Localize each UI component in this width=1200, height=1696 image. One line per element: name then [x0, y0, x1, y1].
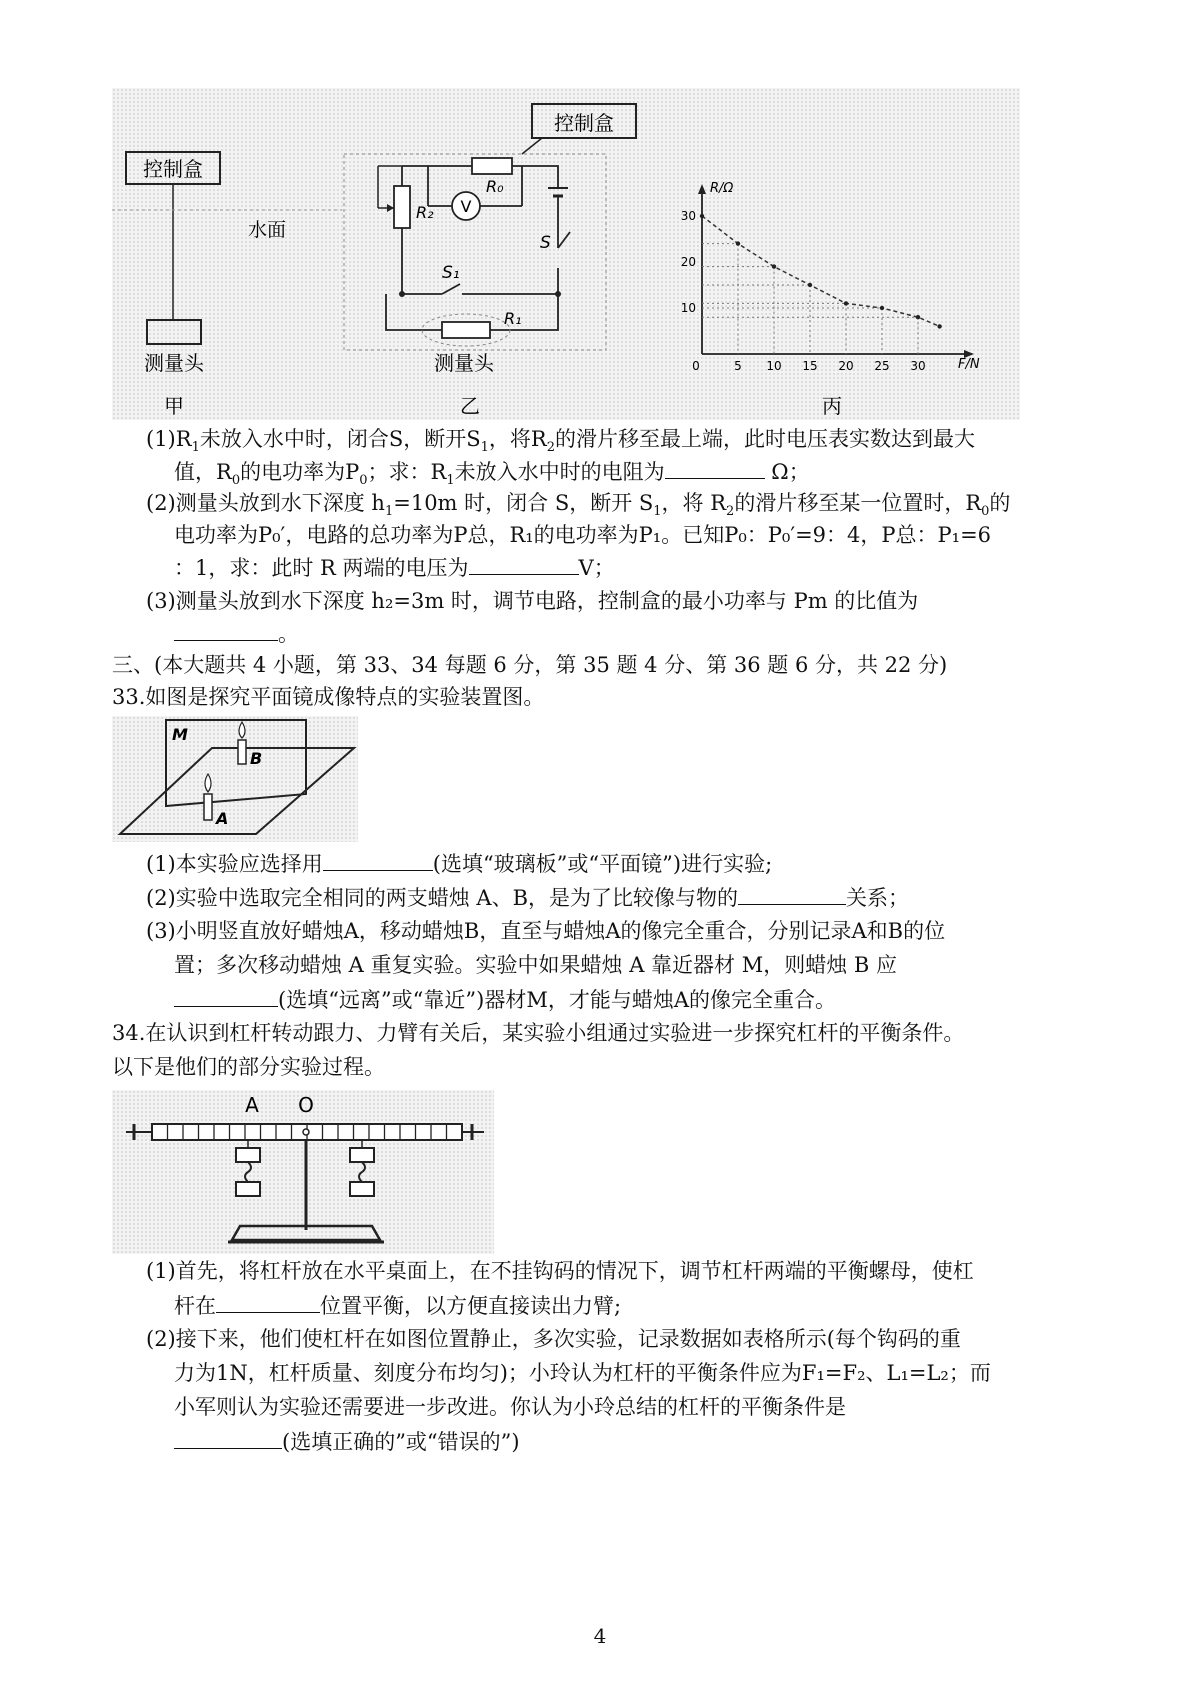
data-point — [916, 315, 920, 319]
q33-stem: 33.如图是探究平面镜成像特点的实验装置图。 — [112, 685, 545, 709]
r2-label: R₂ — [416, 203, 434, 222]
q33-part2: (2)实验中选取完全相同的两支蜡烛 A、B，是为了比较像与物的 关系； — [146, 882, 909, 913]
candle-a — [204, 794, 212, 820]
dashed-enclosure — [344, 154, 606, 350]
pivot-o — [303, 1129, 309, 1135]
q33-part3-line2: 置；多次移动蜡烛 A 重复实验。实验中如果蜡烛 A 靠近器材 M，则蜡烛 B 应 — [174, 953, 897, 977]
page-number: 4 — [593, 1624, 607, 1648]
data-point — [772, 264, 776, 268]
probe-left-label: 测量头 — [144, 351, 204, 375]
candle-b — [238, 740, 246, 764]
section-3-heading: 三、(本大题共 4 小题，第 33、34 每题 6 分，第 35 题 4 分、第 36 题 6 分，共 22 分) — [112, 653, 948, 677]
data-point — [880, 306, 884, 310]
y-tick-label: 20 — [680, 255, 696, 269]
y-tick-label: 10 — [680, 301, 696, 315]
rheostat-r2 — [394, 186, 410, 228]
answer-blank-3[interactable] — [174, 618, 278, 641]
hook-weights-right — [350, 1140, 374, 1196]
label-yi: 乙 — [460, 394, 480, 418]
x-tick-label: 5 — [734, 359, 742, 373]
flame-b — [239, 722, 245, 738]
r0-label: R₀ — [486, 177, 504, 196]
q34-part2-line2: 力为1N，杠杆质量、刻度分布均匀)；小玲认为杠杆的平衡条件应为F₁=F₂、L₁=L₂；而 — [174, 1361, 991, 1385]
q33-part1: (1)本实验应选择用 (选填“玻璃板”或“平面镜”)进行实验; — [146, 848, 772, 879]
r-f-graph — [681, 181, 980, 418]
q34-part1-line2: 杆在 位置平衡，以方便直接读出力臂; — [174, 1290, 621, 1321]
label-bing: 丙 — [822, 394, 842, 418]
answer-blank-7[interactable] — [216, 1290, 320, 1313]
data-point — [844, 301, 848, 305]
x-tick-label: 20 — [838, 359, 854, 373]
r1-label: R₁ — [504, 309, 522, 328]
switch-s1 — [442, 284, 460, 294]
y-tick-label: 30 — [680, 209, 696, 223]
label-a: A — [245, 1093, 259, 1117]
label-m: M — [172, 725, 188, 744]
data-point — [736, 241, 740, 245]
figure-circuit — [112, 88, 1020, 420]
x-axis-label: F/N — [958, 357, 980, 372]
figure-circuit-drawing — [112, 88, 1020, 420]
x-tick-label: 0 — [692, 359, 700, 373]
resistor-r1 — [442, 322, 490, 338]
q32-part2-line1: (2)测量头放到水下深度 $h_1=10m$ 时，闭合 S，断开 $S_1$，将 $R_2$的滑片移至某一位置时，$R_0$的 — [146, 491, 1011, 520]
y-axis-label: R/Ω — [710, 181, 734, 196]
q33-part3-line3: (选填“远离”或“靠近”)器材M，才能与蜡烛A的像完全重合。 — [174, 984, 836, 1015]
x-tick-label: 25 — [874, 359, 890, 373]
q34-part1-line1: (1)首先，将杠杆放在水平桌面上，在不挂钩码的情况下，调节杠杆两端的平衡螺母，使杠 — [146, 1259, 974, 1283]
q34-part2-line3: 小军则认为实验还需要进一步改进。你认为小玲总结的杠杆的平衡条件是 — [174, 1395, 846, 1419]
table-plane — [120, 748, 354, 834]
answer-blank-8[interactable] — [174, 1426, 282, 1449]
q32-part3-line1: (3)测量头放到水下深度 h₂=3m 时，调节电路，控制盒的最小功率与 Pm 的比值为 — [146, 589, 919, 613]
q32-part2-line3: ：1，求：此时 R 两端的电压为 V； — [174, 552, 615, 583]
data-point — [700, 214, 704, 218]
x-tick-label: 10 — [766, 359, 782, 373]
flame-a — [205, 774, 211, 792]
hook-weights-left — [236, 1140, 260, 1196]
q32-part3-line2: 。 — [174, 618, 299, 649]
x-tick-label: 30 — [910, 359, 926, 373]
control-box-left-label: 控制盒 — [143, 157, 203, 181]
resistor-r0 — [472, 158, 512, 174]
s-label: S — [540, 233, 551, 253]
q32-part1-line2: 值，$R_0$的电功率为$P_0$；求：$R_1$未放入水中时的电阻为 Ω； — [174, 456, 810, 496]
q32-part2-line2: 电功率为P₀′，电路的总功率为P总，R₁的电功率为P₁。已知P₀：P₀′=9：4，P总：P₁=6 — [174, 523, 992, 547]
probe-mid-label: 测量头 — [434, 351, 494, 375]
q33-part3-line1: (3)小明竖直放好蜡烛A，移动蜡烛B，直至与蜡烛A的像完全重合，分别记录A和B的位 — [146, 919, 946, 943]
answer-blank-4[interactable] — [323, 848, 433, 871]
switch-s — [558, 232, 570, 248]
figure-mirror — [112, 716, 358, 842]
q32-part1-line1: $(1)R_1$未放入水中时，闭合S，断开$S_1$，将$R_2$的滑片移至最上端，此时电压表实数达到最大 — [146, 427, 975, 456]
label-b: B — [250, 749, 263, 768]
answer-blank-6[interactable] — [174, 984, 278, 1007]
s1-label: S₁ — [442, 263, 460, 283]
answer-blank-1[interactable] — [665, 456, 765, 479]
probe-left — [147, 320, 201, 344]
control-box-right-label: 控制盒 — [554, 111, 614, 135]
answer-blank-5[interactable] — [738, 882, 846, 905]
label-a: A — [216, 809, 229, 828]
answer-blank-2[interactable] — [469, 552, 579, 575]
label-jia: 甲 — [164, 394, 184, 418]
label-o: O — [298, 1093, 314, 1117]
figure-lever — [112, 1090, 494, 1254]
water-surface-label: 水面 — [248, 219, 287, 241]
q34-part2-line1: (2)接下来，他们使杠杆在如图位置静止，多次实验，记录数据如表格所示(每个钩码的重 — [146, 1327, 961, 1351]
data-point — [937, 324, 941, 328]
v-label: V — [460, 197, 472, 216]
data-point — [808, 283, 812, 287]
x-tick-label: 15 — [802, 359, 818, 373]
q34-stem-line1: 34.在认识到杠杆转动跟力、力臂有关后，某实验小组通过实验进一步探究杠杆的平衡条件。 — [112, 1021, 965, 1045]
q34-part2-line4: (选填正确的”或“错误的”) — [174, 1426, 520, 1457]
q34-stem-line2: 以下是他们的部分实验过程。 — [112, 1055, 385, 1079]
